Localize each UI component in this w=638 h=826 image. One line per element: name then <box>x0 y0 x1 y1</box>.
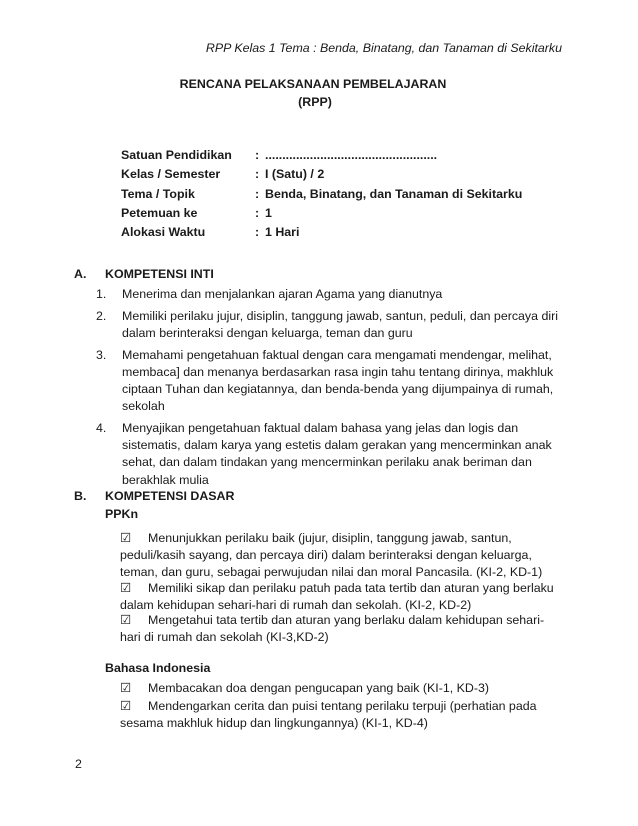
identity-label: Petemuan ke <box>121 205 198 220</box>
item-text-line: dalam kehidupan sehari-hari di rumah dan sekolah. (KI-2, KD-2) <box>120 598 472 613</box>
document-subtitle: (RPP) <box>298 95 332 109</box>
identity-row <box>121 166 522 185</box>
section-b-title: KOMPETENSI DASAR <box>105 489 235 503</box>
list-number: 3. <box>96 347 107 362</box>
checkbox-icon: ☑ <box>120 581 132 595</box>
identity-colon: : <box>255 205 260 220</box>
section-b-letter: B. <box>74 489 87 503</box>
list-text-line: Memiliki perilaku jujur, disiplin, tanggung jawab, santun, peduli, dan percaya diri <box>122 308 558 323</box>
identity-table <box>121 147 522 243</box>
identity-value: 1 <box>265 205 272 220</box>
identity-label: Alokasi Waktu <box>121 225 206 240</box>
list-text-line: Menyajikan pengetahuan faktual dalam bahasa yang jelas dan logis dan <box>122 420 519 435</box>
list-text-line: berakhlak mulia <box>122 472 209 487</box>
identity-label: Kelas / Semester <box>121 167 221 182</box>
section-a-letter: A. <box>74 267 87 281</box>
list-text-line: sehat, dan dalam tindakan yang mencerminkan perilaku anak beriman dan <box>122 455 532 470</box>
identity-label: Tema / Topik <box>121 186 195 201</box>
list-number: 2. <box>96 308 107 323</box>
identity-value: Benda, Binatang, dan Tanaman di Sekitarku <box>265 186 523 201</box>
checkbox-icon: ☑ <box>120 613 132 627</box>
item-text-line: sesama makhluk hidup dan lingkungannya) (KI-1, KD-4) <box>120 716 428 731</box>
item-text-line: Membacakan doa dengan pengucapan yang baik (KI-1, KD-3) <box>148 681 489 695</box>
section-a-title: KOMPETENSI INTI <box>105 267 214 281</box>
list-text-line: membaca] dan menanya berdasarkan rasa ingin tahu tentang dirinya, makhluk <box>122 364 554 379</box>
subject-heading-bahasa: Bahasa Indonesia <box>105 661 211 675</box>
identity-colon: : <box>255 225 260 240</box>
list-item <box>94 286 574 303</box>
basic-competency-item <box>120 680 570 697</box>
page-number: 2 <box>75 757 82 771</box>
item-text-line: Mengetahui tata tertib dan aturan yang berlaku dalam kehidupan sehari- <box>148 613 545 627</box>
core-competency-list <box>94 286 574 493</box>
running-header: RPP Kelas 1 Tema : Benda, Binatang, dan Tanaman di Sekitarku <box>205 41 562 55</box>
list-text-line: ciptaan Tuhan dan kegiatannya, dan benda-benda yang dijumpainya di rumah, <box>122 382 554 397</box>
list-text-line: sistematis, dalam karya yang estetis dalam gerakan yang mencerminkan anak <box>122 438 552 453</box>
item-text-line: teman, dan guru, sebagai perwujudan nilai dan moral Pancasila. (KI-2, KD-1) <box>120 565 543 580</box>
basic-competency-item <box>120 698 570 732</box>
basic-competency-item <box>120 580 570 614</box>
identity-colon: : <box>255 148 260 162</box>
list-text-line: sekolah <box>122 399 165 414</box>
identity-value: I (Satu) / 2 <box>265 167 325 182</box>
identity-row <box>121 205 522 224</box>
document-title: RENCANA PELAKSANAAN PEMBELAJARAN <box>179 77 447 91</box>
identity-row <box>121 186 522 205</box>
list-text-line: dalam berinteraksi dengan keluarga, teman dan guru <box>122 325 413 340</box>
list-item <box>94 347 574 416</box>
checkbox-icon: ☑ <box>120 681 132 695</box>
identity-value: .................................................. <box>265 148 438 162</box>
list-text-line: Memahami pengetahuan faktual dengan cara mengamati mendengar, melihat, <box>122 347 552 362</box>
item-text-line: Mendengarkan cerita dan puisi tentang perilaku terpuji (perhatian pada <box>148 699 537 713</box>
item-text-line: hari di rumah dan sekolah (KI-3,KD-2) <box>120 630 329 645</box>
identity-value: 1 Hari <box>265 225 300 240</box>
list-text-line: Menerima dan menjalankan ajaran Agama yang dianutnya <box>122 287 443 301</box>
checkbox-icon: ☑ <box>120 699 132 713</box>
checkbox-icon: ☑ <box>120 531 132 545</box>
list-number: 1. <box>96 287 107 301</box>
list-number: 4. <box>96 420 107 435</box>
identity-colon: : <box>255 167 260 182</box>
subject-heading-ppkn: PPKn <box>105 507 139 521</box>
identity-label: Satuan Pendidikan <box>121 148 232 162</box>
basic-competency-item <box>120 612 570 646</box>
identity-row <box>121 147 522 166</box>
identity-row <box>121 224 522 243</box>
item-text-line: Menunjukkan perilaku baik (jujur, disiplin, tanggung jawab, santun, <box>148 531 512 545</box>
item-text-line: Memiliki sikap dan perilaku patuh pada tata tertib dan aturan yang berlaku <box>148 581 554 595</box>
list-item <box>94 308 574 342</box>
basic-competency-item <box>120 530 570 582</box>
identity-colon: : <box>255 186 260 201</box>
list-item <box>94 420 574 489</box>
item-text-line: peduli/kasih sayang, dan percaya diri) dalam berinteraksi dengan keluarga, <box>120 548 532 563</box>
